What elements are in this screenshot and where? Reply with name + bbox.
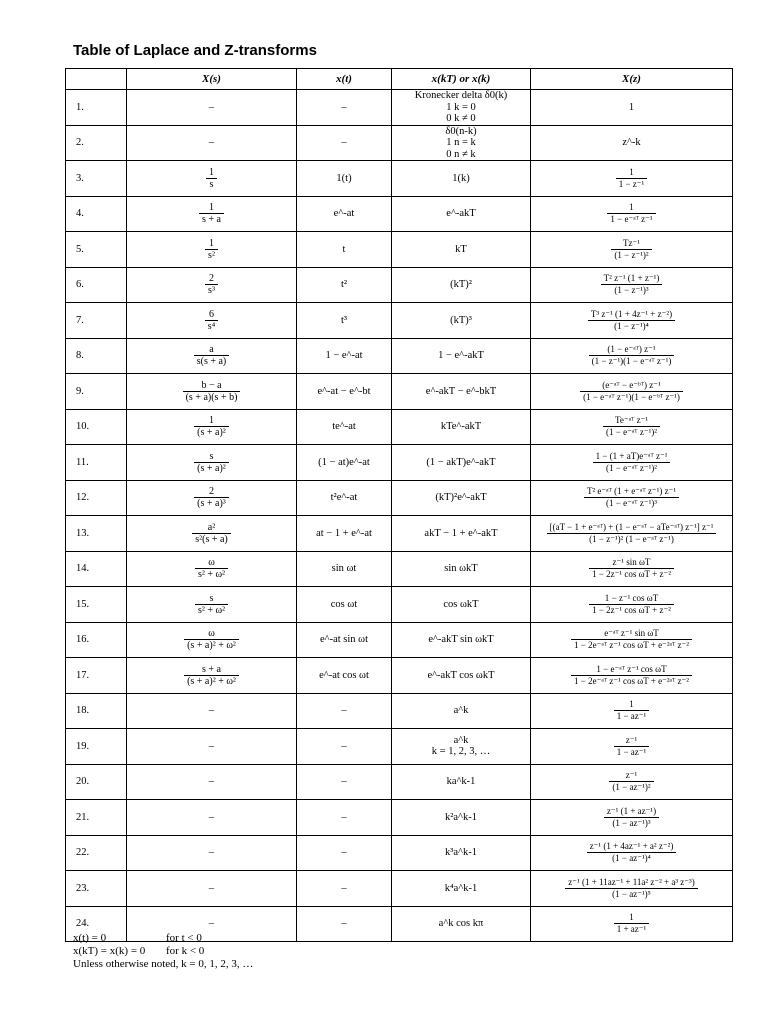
table-row	[66, 374, 733, 410]
table-row	[66, 196, 733, 232]
cell-line: a^k	[453, 734, 469, 746]
table-cell: k³a^k-1	[392, 835, 531, 871]
fraction-numerator: Tz⁻¹	[623, 237, 640, 248]
fraction	[614, 699, 650, 722]
row-number: 4.	[66, 196, 127, 232]
fraction-denominator: 1 − az⁻¹	[614, 746, 650, 758]
table-cell	[531, 267, 733, 303]
fraction-numerator: 1	[209, 166, 214, 178]
table-cell: 1	[531, 90, 733, 126]
fraction-denominator: (1 − az⁻¹)⁴	[587, 852, 677, 864]
fraction	[607, 202, 655, 225]
table-cell: sin ωkT	[392, 551, 531, 587]
table-cell	[531, 729, 733, 765]
fraction-denominator: s + a	[199, 213, 224, 225]
fraction-numerator: ω	[208, 557, 215, 569]
fraction	[584, 486, 679, 509]
fraction-denominator: s² + ω²	[195, 568, 228, 580]
fraction-denominator: s³	[205, 284, 218, 296]
table-cell	[531, 303, 733, 339]
row-number: 7.	[66, 303, 127, 339]
fraction	[184, 628, 239, 651]
page-title: Table of Laplace and Z-transforms	[73, 42, 317, 59]
fraction-numerator: s + a	[202, 663, 221, 675]
table-row	[66, 835, 733, 871]
table-cell	[531, 409, 733, 445]
fraction-numerator: 1	[208, 237, 214, 249]
fraction	[194, 344, 230, 367]
fraction	[571, 664, 692, 687]
fraction-denominator: (s + a)³	[194, 497, 229, 509]
row-number: 23.	[66, 871, 127, 907]
fraction	[587, 841, 677, 864]
fraction-denominator: 1 − 2e⁻ᵃᵀ z⁻¹ cos ωT + e⁻²ᵃᵀ z⁻²	[571, 639, 692, 651]
header-cell	[66, 69, 127, 90]
table-cell: –	[297, 90, 392, 126]
table-cell: t	[297, 232, 392, 268]
table-cell: 1(k)	[392, 161, 531, 197]
fraction	[571, 628, 692, 651]
cell-line: 0 k ≠ 0	[446, 113, 476, 124]
footer-text: for t < 0	[166, 932, 202, 944]
table-cell	[127, 267, 297, 303]
row-number: 16.	[66, 622, 127, 658]
fraction-denominator: (1 − z⁻¹)³	[601, 284, 663, 296]
fraction	[547, 522, 717, 545]
cell-line: 1 n = k	[446, 137, 476, 148]
fraction-numerator: 1	[629, 912, 634, 923]
fraction-numerator: 1 − z⁻¹ cos ωT	[604, 592, 659, 603]
table-row	[66, 516, 733, 552]
fraction	[589, 344, 675, 367]
table-cell	[531, 232, 733, 268]
table-cell	[531, 445, 733, 481]
table-cell	[127, 516, 297, 552]
table-cell	[531, 693, 733, 729]
fraction-denominator: s²(s + a)	[192, 533, 231, 545]
fraction-numerator: T² e⁻ᵃᵀ (1 + e⁻ᵃᵀ z⁻¹) z⁻¹	[586, 486, 677, 497]
fraction	[194, 451, 229, 474]
fraction-denominator: s	[206, 178, 217, 190]
table-cell	[127, 196, 297, 232]
table-row	[66, 764, 733, 800]
table-cell: (1 − akT)e^-akT	[392, 445, 531, 481]
table-cell	[127, 374, 297, 410]
table-cell	[392, 729, 531, 765]
fraction-numerator: ω	[208, 628, 215, 640]
table-cell: e^-akT cos ωkT	[392, 658, 531, 694]
table-row	[66, 800, 733, 836]
table-cell	[531, 516, 733, 552]
fraction-numerator: z⁻¹ sin ωT	[612, 557, 651, 568]
table-cell	[531, 587, 733, 623]
fraction-denominator: s(s + a)	[194, 355, 230, 367]
table-cell	[127, 303, 297, 339]
table-cell: 1 − e^-akT	[392, 338, 531, 374]
fraction	[588, 309, 675, 332]
table-cell: (1 − at)e^-at	[297, 445, 392, 481]
table-cell	[127, 658, 297, 694]
fraction-denominator: 1 + az⁻¹	[614, 923, 650, 935]
table-row	[66, 445, 733, 481]
row-number: 10.	[66, 409, 127, 445]
table-cell: –	[297, 729, 392, 765]
fraction	[199, 202, 224, 225]
table-cell: cos ωkT	[392, 587, 531, 623]
table-cell	[127, 622, 297, 658]
table-cell: at − 1 + e^-at	[297, 516, 392, 552]
footer-text: Unless otherwise noted, k = 0, 1, 2, 3, …	[73, 958, 254, 970]
fraction-denominator: (s + a)² + ω²	[184, 675, 239, 687]
fraction	[194, 486, 229, 509]
fraction-denominator: (1 − e⁻ᵃᵀ z⁻¹)³	[584, 497, 679, 509]
fraction-denominator: (1 − az⁻¹)²	[609, 781, 653, 793]
fraction-denominator: (s + a)(s + b)	[183, 391, 241, 403]
table-cell: –	[127, 764, 297, 800]
footer-text: for k < 0	[166, 945, 205, 957]
fraction-numerator: 1	[629, 166, 634, 177]
fraction-numerator: Te⁻ᵃᵀ z⁻¹	[614, 415, 649, 426]
fraction	[205, 238, 218, 261]
table-row	[66, 267, 733, 303]
table-row	[66, 658, 733, 694]
table-row	[66, 622, 733, 658]
row-number: 13.	[66, 516, 127, 552]
table-cell: t²	[297, 267, 392, 303]
table-cell	[531, 871, 733, 907]
table-cell	[127, 232, 297, 268]
fraction-denominator: 1 − e⁻ᵃᵀ z⁻¹	[607, 213, 655, 225]
cell-line: k = 1, 2, 3, …	[431, 746, 491, 758]
table-cell: e^-akT	[392, 196, 531, 232]
table-row	[66, 125, 733, 161]
table-cell	[127, 338, 297, 374]
fraction	[205, 273, 218, 296]
fraction-denominator: (1 − e⁻ᵃᵀ z⁻¹)²	[593, 462, 671, 474]
fraction-denominator: (1 − e⁻ᵃᵀ z⁻¹)²	[603, 426, 660, 438]
table-cell: –	[297, 764, 392, 800]
table-row	[66, 161, 733, 197]
fraction-denominator: s²	[205, 249, 218, 261]
table-cell: –	[297, 125, 392, 161]
table-row	[66, 587, 733, 623]
fraction-denominator: (1 − az⁻¹)⁵	[565, 888, 697, 900]
table-cell: a^k cos kπ	[392, 906, 531, 942]
table-cell: e^-akT − e^-bkT	[392, 374, 531, 410]
fraction-numerator: T³ z⁻¹ (1 + 4z⁻¹ + z⁻²)	[590, 308, 673, 319]
fraction-denominator: s² + ω²	[195, 604, 228, 616]
row-number: 12.	[66, 480, 127, 516]
fraction-denominator: (1 − z⁻¹)²	[611, 249, 651, 261]
table-cell: k⁴a^k-1	[392, 871, 531, 907]
fraction-denominator: (1 − z⁻¹)² (1 − e⁻ᵃᵀ z⁻¹)	[547, 533, 717, 545]
table-cell	[127, 551, 297, 587]
table-cell: a^k	[392, 693, 531, 729]
table-cell: e^-at cos ωt	[297, 658, 392, 694]
fraction	[616, 167, 648, 190]
row-number: 2.	[66, 125, 127, 161]
header-row	[66, 69, 733, 90]
table-cell	[531, 622, 733, 658]
table-cell	[392, 90, 531, 126]
table-row	[66, 871, 733, 907]
table-cell: –	[127, 800, 297, 836]
table-cell: 1(t)	[297, 161, 392, 197]
fraction-numerator: z⁻¹	[625, 734, 638, 745]
table-cell	[531, 658, 733, 694]
fraction	[589, 557, 674, 580]
table-row	[66, 729, 733, 765]
fraction	[601, 273, 663, 296]
row-number: 18.	[66, 693, 127, 729]
fraction-numerator: z⁻¹ (1 + 11az⁻¹ + 11a² z⁻² + a³ z⁻³)	[568, 876, 695, 887]
transforms-table	[65, 68, 733, 942]
fraction	[205, 309, 218, 332]
fraction	[565, 877, 697, 900]
header-cell: X(z)	[531, 69, 733, 90]
table-cell	[127, 587, 297, 623]
table-cell	[531, 338, 733, 374]
table-cell: –	[297, 871, 392, 907]
table-cell	[392, 125, 531, 161]
table-cell: –	[127, 90, 297, 126]
row-number: 22.	[66, 835, 127, 871]
fraction	[206, 167, 217, 190]
row-number: 9.	[66, 374, 127, 410]
fraction	[184, 664, 239, 687]
fraction-numerator: (1 − e⁻ᵃᵀ) z⁻¹	[607, 344, 656, 355]
header-cell: X(s)	[127, 69, 297, 90]
table-cell: z^-k	[531, 125, 733, 161]
fraction-denominator: 1 − az⁻¹	[614, 710, 650, 722]
fraction	[614, 735, 650, 758]
table-cell: ka^k-1	[392, 764, 531, 800]
row-number: 17.	[66, 658, 127, 694]
table-cell: –	[297, 693, 392, 729]
table-cell: e^-at sin ωt	[297, 622, 392, 658]
table-row	[66, 551, 733, 587]
table-cell: cos ωt	[297, 587, 392, 623]
table-row	[66, 409, 733, 445]
table-cell	[531, 551, 733, 587]
row-number: 11.	[66, 445, 127, 481]
table-cell	[531, 906, 733, 942]
table-cell: –	[127, 835, 297, 871]
cell-line: 0 n ≠ k	[446, 148, 476, 160]
table-cell: –	[297, 800, 392, 836]
fraction-numerator: z⁻¹ (1 + az⁻¹)	[606, 805, 657, 816]
table-cell	[127, 409, 297, 445]
fraction	[589, 593, 674, 616]
row-number: 14.	[66, 551, 127, 587]
table-cell: kT	[392, 232, 531, 268]
fraction-denominator: (s + a)²	[194, 462, 229, 474]
fraction-numerator: 1	[629, 699, 634, 710]
table-cell: –	[127, 125, 297, 161]
table-cell: (kT)³	[392, 303, 531, 339]
table-cell	[531, 480, 733, 516]
table-cell: –	[127, 871, 297, 907]
row-number: 15.	[66, 587, 127, 623]
fraction-numerator: z⁻¹	[625, 770, 638, 781]
fraction-numerator: 1 − e⁻ᵃᵀ z⁻¹ cos ωT	[596, 663, 667, 674]
fraction	[183, 380, 241, 403]
row-number: 21.	[66, 800, 127, 836]
table-cell: kTe^-akT	[392, 409, 531, 445]
table-cell	[127, 480, 297, 516]
table-cell: –	[127, 906, 297, 942]
fraction-denominator: (1 − az⁻¹)³	[604, 817, 659, 829]
fraction-denominator: (s + a)²	[194, 426, 229, 438]
cell-line: 1 k = 0	[446, 101, 476, 113]
table-cell: –	[297, 835, 392, 871]
row-number: 19.	[66, 729, 127, 765]
fraction-denominator: (1 − z⁻¹)(1 − e⁻ᵃᵀ z⁻¹)	[589, 355, 675, 367]
table-cell: (kT)²	[392, 267, 531, 303]
fraction-denominator: (1 − z⁻¹)⁴	[588, 320, 675, 332]
fraction	[195, 593, 228, 616]
fraction-numerator: (e⁻ᵃᵀ − e⁻ᵇᵀ) z⁻¹	[602, 379, 661, 390]
fraction-numerator: z⁻¹ (1 + 4az⁻¹ + a² z⁻²)	[589, 841, 674, 852]
table-cell: e^-akT sin ωkT	[392, 622, 531, 658]
fraction-numerator: 6	[208, 308, 214, 320]
fraction	[192, 522, 231, 545]
table-cell: –	[127, 729, 297, 765]
table-cell: –	[297, 906, 392, 942]
footer-notes	[73, 932, 253, 971]
fraction	[194, 415, 229, 438]
table-cell	[531, 764, 733, 800]
table-cell: 1 − e^-at	[297, 338, 392, 374]
header-cell: x(kT) or x(k)	[392, 69, 531, 90]
fraction-numerator: 1 − (1 + aT)e⁻ᵃᵀ z⁻¹	[595, 450, 668, 461]
fraction-numerator: a	[209, 344, 214, 356]
fraction	[593, 451, 671, 474]
fraction-denominator: (s + a)² + ω²	[184, 639, 239, 651]
table-cell: e^-at	[297, 196, 392, 232]
fraction-denominator: 1 − 2z⁻¹ cos ωT + z⁻²	[589, 568, 674, 580]
table-cell: (kT)²e^-akT	[392, 480, 531, 516]
table-cell: –	[127, 693, 297, 729]
footer-text: x(t) = 0	[73, 932, 107, 944]
row-number: 1.	[66, 90, 127, 126]
fraction-denominator: (1 − e⁻ᵃᵀ z⁻¹)(1 − e⁻ᵇᵀ z⁻¹)	[580, 391, 683, 403]
row-number: 6.	[66, 267, 127, 303]
fraction-numerator: b − a	[201, 379, 222, 391]
fraction-numerator: [(aT − 1 + e⁻ᵃᵀ) + (1 − e⁻ᵃᵀ − aTe⁻ᵃᵀ) z⁻¹] z⁻¹	[549, 521, 714, 532]
cell-line: δ0(n-k)	[445, 125, 477, 137]
fraction-numerator: 1	[629, 202, 634, 213]
table-cell: t²e^-at	[297, 480, 392, 516]
row-number: 20.	[66, 764, 127, 800]
fraction-numerator: 2	[208, 273, 214, 285]
fraction-denominator: 1 − 2e⁻ᵃᵀ z⁻¹ cos ωT + e⁻²ᵃᵀ z⁻²	[571, 675, 692, 687]
fraction	[609, 770, 653, 793]
fraction	[614, 912, 650, 935]
table-cell: akT − 1 + e^-akT	[392, 516, 531, 552]
table-row	[66, 693, 733, 729]
table-row	[66, 338, 733, 374]
fraction	[195, 557, 228, 580]
row-number: 5.	[66, 232, 127, 268]
header-cell: x(t)	[297, 69, 392, 90]
table-cell	[127, 161, 297, 197]
table-cell	[531, 161, 733, 197]
fraction-numerator: a²	[207, 521, 216, 533]
table-cell: sin ωt	[297, 551, 392, 587]
table-row	[66, 480, 733, 516]
table-row	[66, 232, 733, 268]
table-cell	[531, 374, 733, 410]
footer-text: x(kT) = x(k) = 0	[73, 945, 146, 957]
table-cell	[531, 196, 733, 232]
table-cell	[531, 800, 733, 836]
table-row	[66, 303, 733, 339]
fraction-numerator: 1	[208, 415, 214, 427]
fraction	[603, 415, 660, 438]
fraction-denominator: 1 − 2z⁻¹ cos ωT + z⁻²	[589, 604, 674, 616]
fraction	[580, 380, 683, 403]
fraction-denominator: s⁴	[205, 320, 218, 332]
table-cell: k²a^k-1	[392, 800, 531, 836]
fraction-numerator: 2	[208, 486, 214, 498]
fraction-denominator: 1 − z⁻¹	[616, 178, 648, 190]
fraction-numerator: 1	[208, 202, 214, 214]
table-cell: t³	[297, 303, 392, 339]
row-number: 8.	[66, 338, 127, 374]
table-cell	[127, 445, 297, 481]
table-row	[66, 90, 733, 126]
fraction-numerator: s	[209, 450, 214, 462]
table-cell: te^-at	[297, 409, 392, 445]
row-number: 24.	[66, 906, 127, 942]
row-number: 3.	[66, 161, 127, 197]
table-cell	[531, 835, 733, 871]
fraction	[604, 806, 659, 829]
fraction	[611, 238, 651, 261]
fraction-numerator: s	[209, 592, 214, 604]
fraction-numerator: T² z⁻¹ (1 + z⁻¹)	[603, 273, 660, 284]
cell-line: Kronecker delta δ0(k)	[414, 90, 508, 101]
fraction-numerator: e⁻ᵃᵀ z⁻¹ sin ωT	[604, 628, 659, 639]
table-cell: e^-at − e^-bt	[297, 374, 392, 410]
